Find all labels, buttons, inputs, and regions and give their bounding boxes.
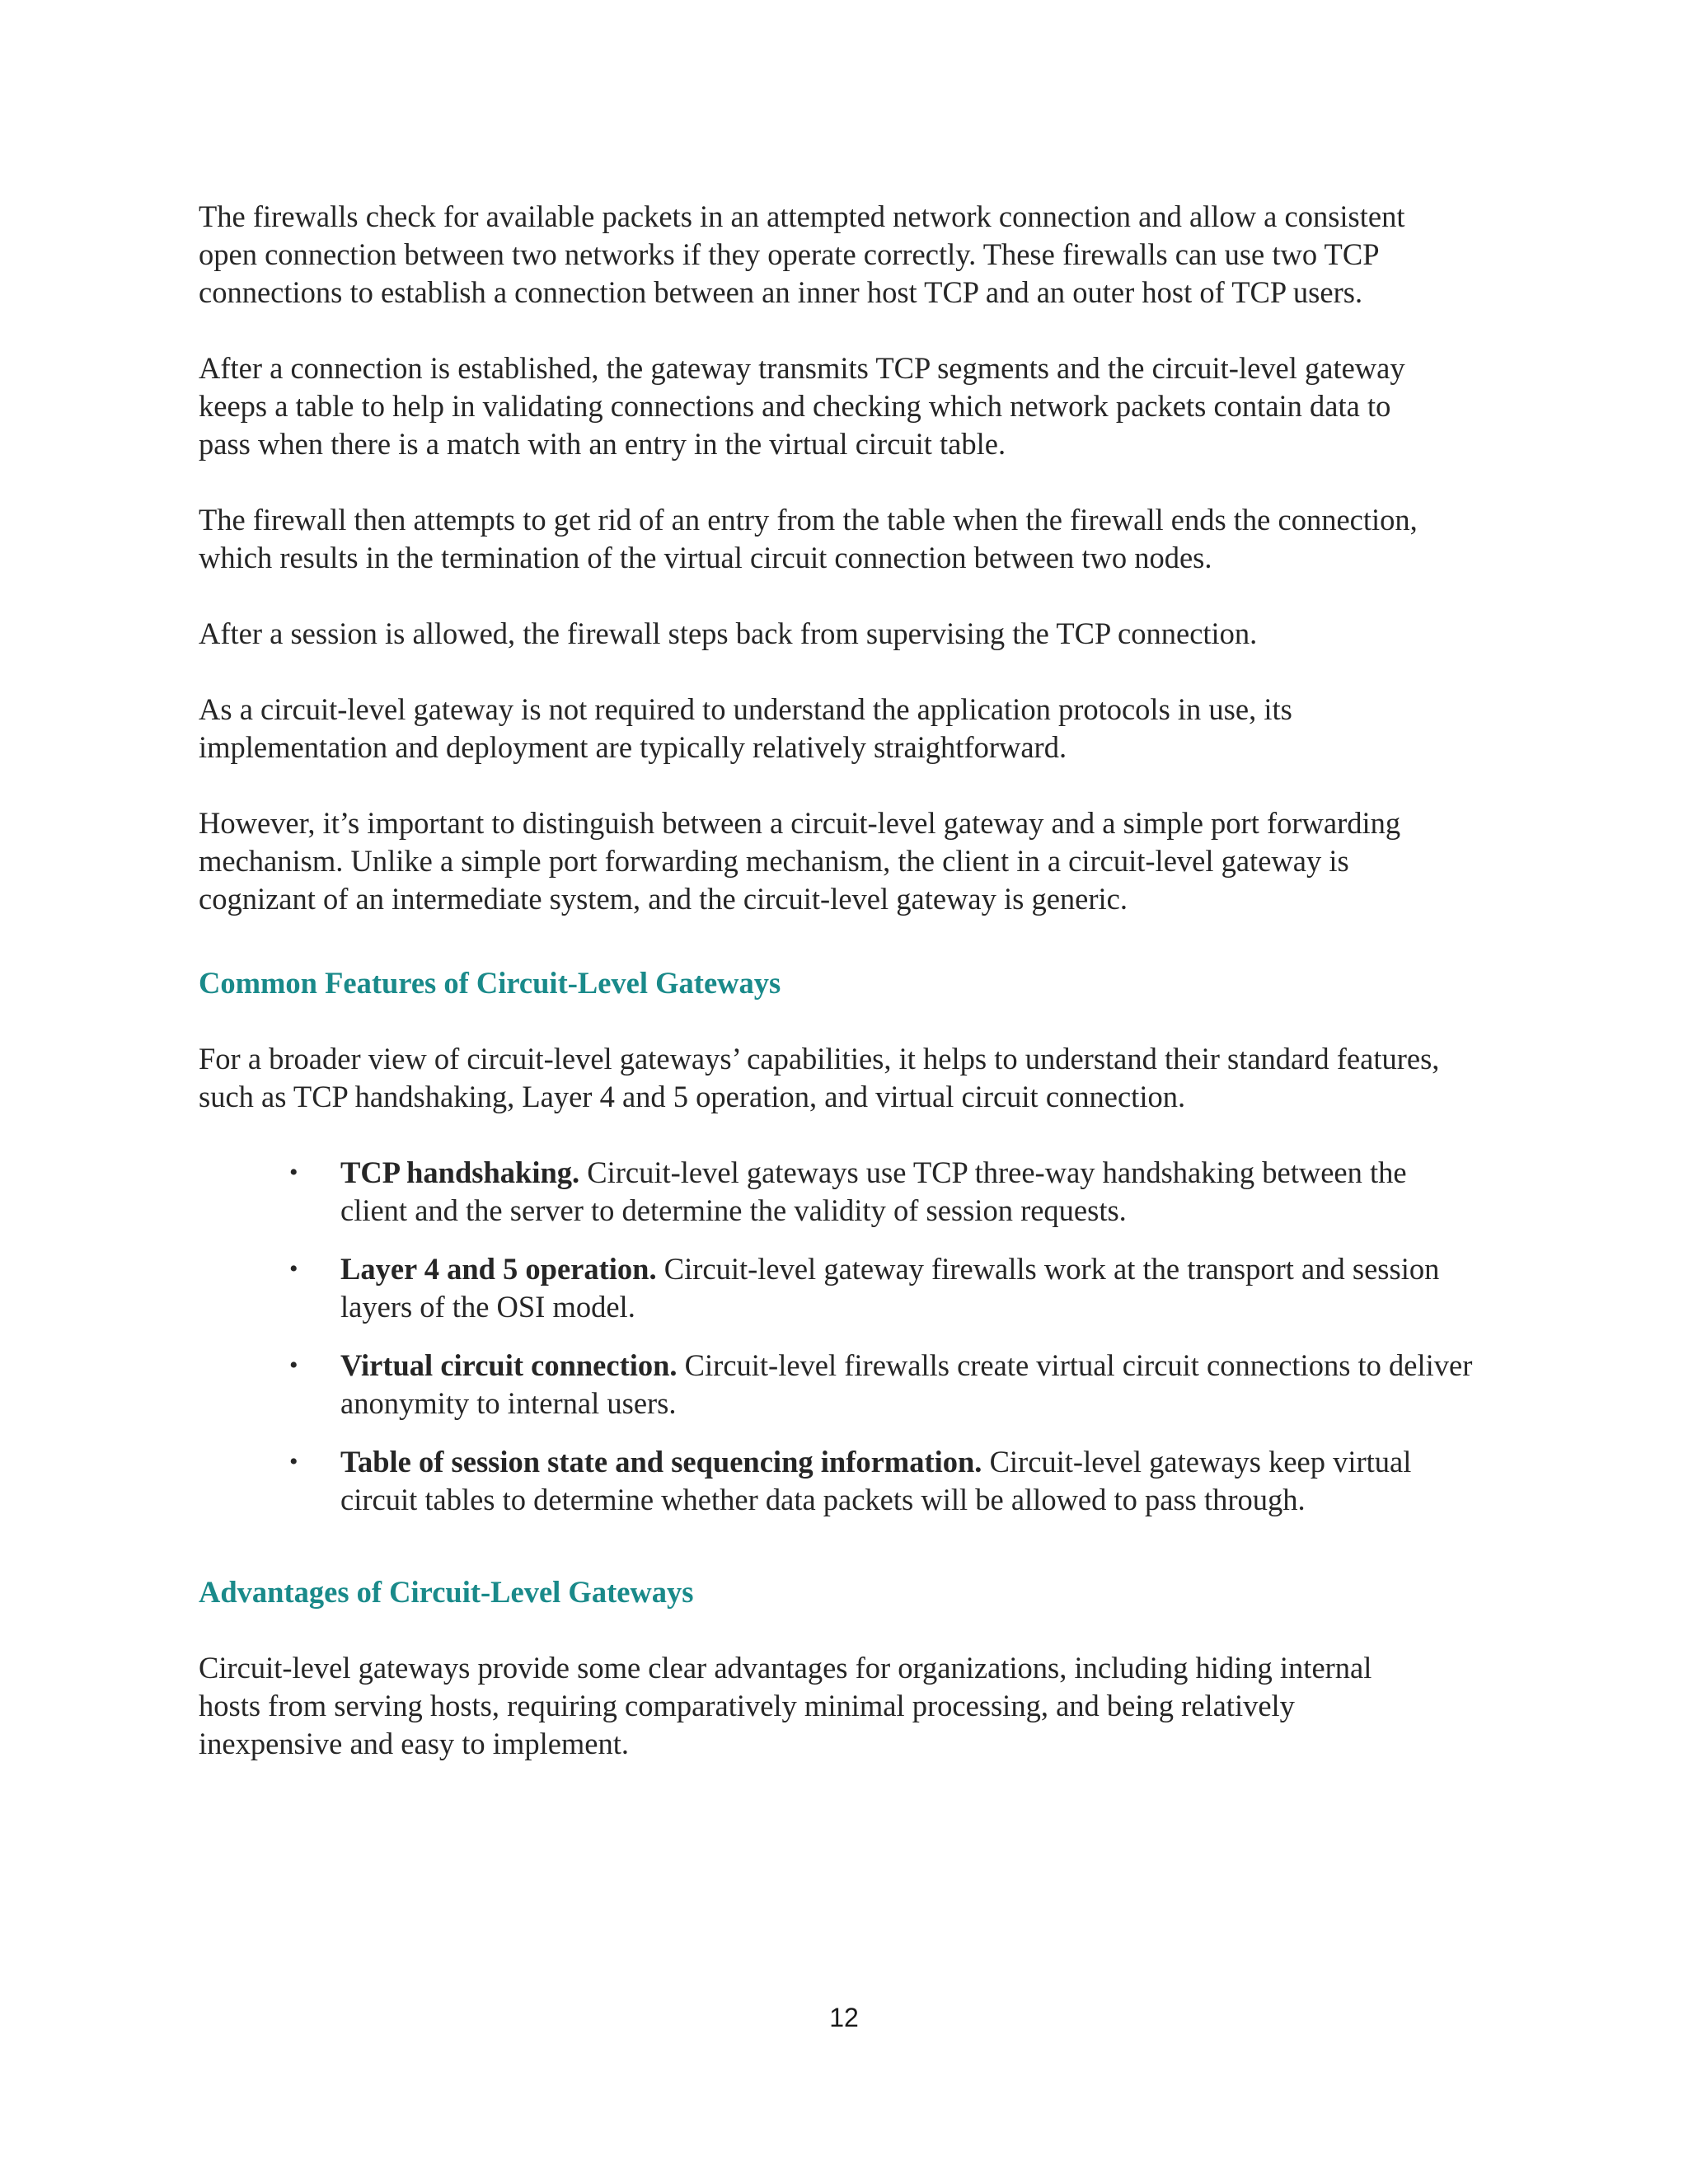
document-body [199,198,1484,1763]
feature-text: Circuit-level gateway firewalls work at the transport and session layers of the OSI model. [340,1252,1440,1324]
feature-text: Circuit-level firewalls create virtual circuit connections to deliver anonymity to internal users. [340,1348,1473,1420]
feature-text: Circuit-level gateways keep virtual circuit tables to determine whether data packets will be allowed to pass through. [340,1445,1412,1516]
feature-list-item [199,1347,1486,1422]
paragraph-firewall-check: The firewalls check for available packets in an attempted network connection and allow a consistent open connection between two networks if they operate correctly. These firewalls can use two TCP connections to establish a connection between an inner host TCP and an outer host of TCP users. [199,199,1405,309]
paragraph-advantages: Circuit-level gateways provide some clear advantages for organizations, including hiding internal hosts from serving hosts, requiring comparatively minimal processing, and being relatively inexpensive and easy to implement. [199,1651,1372,1760]
paragraph-connection-established: After a connection is established, the gateway transmits TCP segments and the circuit-level gateway keeps a table to help in validating connections and checking which network packets contain data to pass when there is a match with an entry in the virtual circuit table. [199,351,1405,461]
page-number: 12 [829,2003,859,2032]
paragraph-port-forwarding: However, it’s important to distinguish between a circuit-level gateway and a simple port forwarding mechanism. Unlike a simple port forwarding mechanism, the client in a circuit-level gateway is cognizant of an intermediate system, and the circuit-level gateway is generic. [199,806,1401,916]
feature-list-item [199,1250,1478,1326]
feature-lead: Layer 4 and 5 operation. [340,1252,657,1286]
feature-list [199,1154,1484,1519]
feature-list-item [199,1443,1437,1519]
feature-text: Circuit-level gateways use TCP three-way handshaking between the client and the server to determine the validity of session requests. [340,1155,1407,1227]
paragraph-entry-removal: The firewall then attempts to get rid of an entry from the table when the firewall ends the connection, which results in the termination of the virtual circuit connection between two nodes. [199,503,1418,574]
feature-lead: Virtual circuit connection. [340,1348,678,1382]
feature-lead: Table of session state and sequencing information. [340,1445,982,1479]
feature-lead: TCP handshaking. [340,1155,580,1189]
bullet-icon: • [289,1352,298,1379]
paragraph-session-allowed: After a session is allowed, the firewall steps back from supervising the TCP connection. [199,616,1258,650]
section-heading-common-features: Common Features of Circuit-Level Gateways [199,966,781,1000]
bullet-icon: • [289,1255,298,1282]
paragraph-implementation: As a circuit-level gateway is not required to understand the application protocols in use, its implementation and deployment are typically relatively straightforward. [199,692,1292,764]
section-heading-advantages: Advantages of Circuit-Level Gateways [199,1575,694,1609]
bullet-icon: • [289,1448,298,1475]
bullet-icon: • [289,1159,298,1186]
paragraph-features-intro: For a broader view of circuit-level gateways’ capabilities, it helps to understand their standard features, such as TCP handshaking, Layer 4 and 5 operation, and virtual circuit connection. [199,1042,1440,1113]
feature-list-item [199,1154,1478,1230]
